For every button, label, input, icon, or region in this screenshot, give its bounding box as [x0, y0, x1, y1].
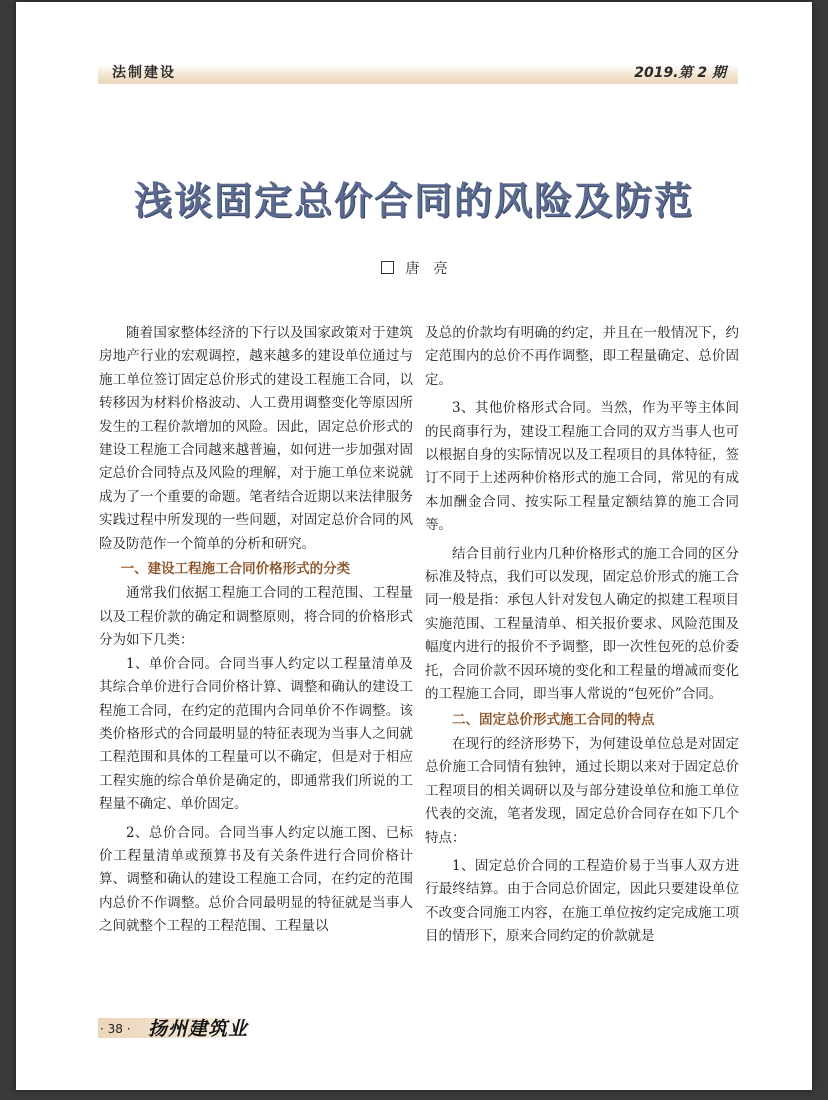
magazine-name: 扬州建筑业 [148, 1018, 249, 1040]
article-title: 浅谈固定总价合同的风险及防范 [133, 179, 694, 223]
issue-label: 2019.第 2 期 [634, 65, 726, 81]
paragraph: 在现行的经济形势下，为何建设单位总是对固定总价施工合同情有独钟，通过长期以来对于固定总价工程项目的相关调研以及与部分建设单位和施工单位代表的交流，笔者发现，固定总价合同存在如下几个特点： [425, 735, 739, 846]
section-label: 法制建设 [112, 65, 176, 81]
author-box-icon [381, 261, 394, 274]
paragraph: 1、单价合同。合同当事人约定以工程量清单及其综合单价进行合同价格计算、调整和确认的建设工程施工合同，在约定的范围内合同单价不作调整。该类价格形式的合同最明显的特征表现为当事人之间就工程范围和具体的工程量可以不确定，但是对于相应工程实施的综合单价是确定的，即通常我们所说的工程量不确定、单价固定。 [99, 655, 413, 813]
right-column [425, 322, 739, 949]
paragraph: 及总的价款均有明确的约定，并且在一般情况下，约定范围内的总价不再作调整，即工程量确定、总价固定。 [425, 325, 739, 388]
paragraph: 结合目前行业内几种价格形式的施工合同的区分标准及特点，我们可以发现，固定总价形式的施工合同一般是指：承包人针对发包人确定的拟建工程项目实施范围、工程量清单、相关报价要求、风险范围及幅度内进行的报价不予调整，即一次性包死的总价委托，合同价款不因环境的变化和工程量的增减而变化的工程施工合同，即当事人常说的“包死价”合同。 [425, 545, 739, 703]
paragraph: 随着国家整体经济的下行以及国家政策对于建筑房地产行业的宏观调控，越来越多的建设单位通过与施工单位签订固定总价形式的建设工程施工合同，以转移因为材料价格波动、人工费用调整变化等原因所发生的工程价款增加的风险。因此，固定总价形式的建设工程施工合同越来越普遍，如何进一步加强对固定总价合同特点及风险的理解，对于施工单位来说就成为了一个重要的命题。笔者结合近期以来法律服务实践过程中所发现的一些问题，对固定总价合同的风险及防范作一个简单的分析和研究。 [99, 325, 413, 552]
paragraph: 3、其他价格形式合同。当然，作为平等主体间的民商事行为，建设工程施工合同的双方当事人也可以根据自身的实际情况以及工程项目的具体特征，签订不同于上述两种价格形式的施工合同，常见的有成本加酬金合同、按实际工程量定额结算的施工合同等。 [425, 400, 739, 534]
paragraph: 通常我们依据工程施工合同的工程范围、工程量以及工程价款的确定和调整原则，将合同的价格形式分为如下几类： [99, 585, 413, 649]
paragraph: 1、固定总价合同的工程造价易于当事人双方进行最终结算。由于合同总价固定，因此只要建设单位不改变合同施工内容，在施工单位按约定完成施工项目的情形下，原来合同约定的价款就是 [425, 857, 739, 945]
page-number: · 38 · [100, 1022, 131, 1036]
section-heading: 二、固定总价形式施工合同的特点 [452, 711, 655, 728]
left-column [99, 322, 413, 939]
author-line [0, 258, 828, 278]
paragraph: 2、总价合同。合同当事人约定以施工图、已标价工程量清单或预算书及有关条件进行合同价格计算、调整和确认的建设工程施工合同，在约定的范围内总价不作调整。总价合同最明显的特征就是当事人之间就整个工程的工程范围、工程量以 [99, 824, 413, 935]
section-heading: 一、建设工程施工合同价格形式的分类 [120, 561, 351, 578]
author-name: 唐 亮 [405, 261, 448, 277]
